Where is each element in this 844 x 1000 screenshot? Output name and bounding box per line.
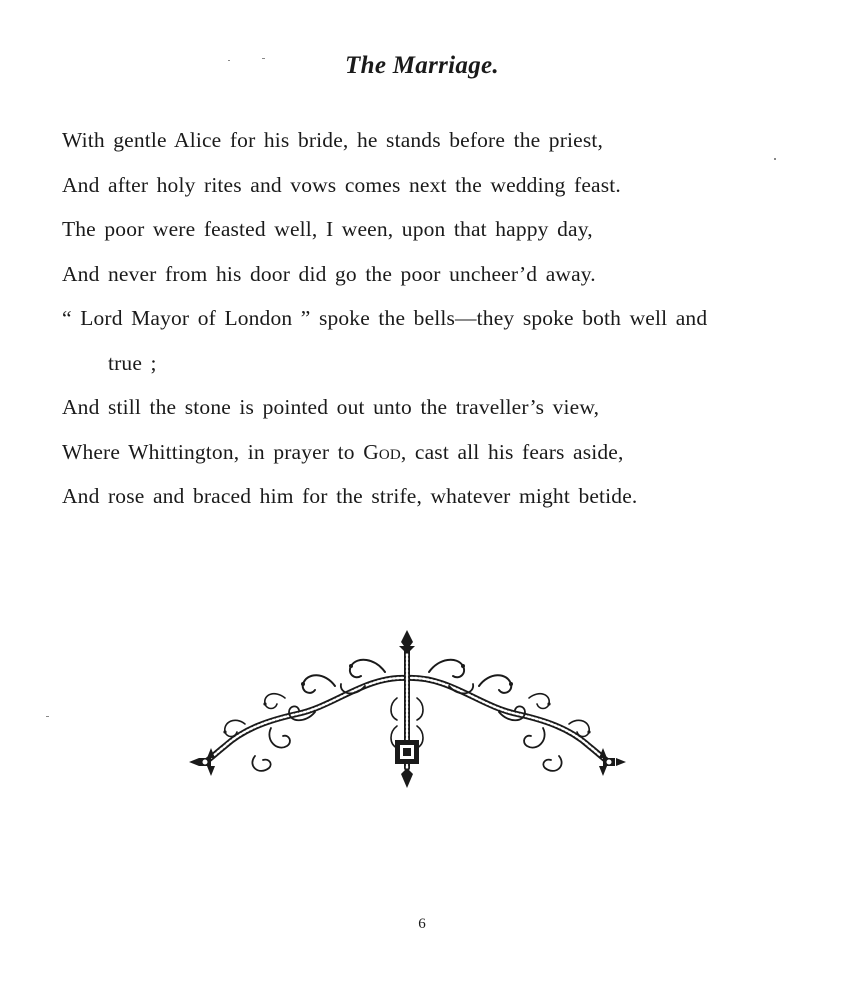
poem-line: “ Lord Mayor of London ” spoke the bells—they spoke both well and (62, 306, 708, 330)
paper-speck (46, 716, 49, 717)
poem-line: The poor were feasted well, I ween, upon that happy day, (62, 217, 593, 241)
poem-line: And after holy rites and vows comes next the wedding feast. (62, 172, 621, 197)
poem-line-continuation: true ; (108, 350, 157, 375)
page-number: 6 (418, 916, 426, 932)
poem-line: And never from his door did go the poor uncheer’d away. (62, 261, 596, 286)
poem-line: And rose and braced him for the strife, whatever might betide. (62, 484, 638, 508)
paper-speck (228, 60, 230, 61)
poem-line (62, 430, 782, 475)
page-title: The Marriage. (345, 52, 499, 79)
poem (62, 118, 782, 519)
smallcaps-word: God (363, 439, 401, 464)
floral-scroll-ornament-icon (185, 628, 630, 793)
poem-line-start: Where Whittington, in prayer to (62, 439, 364, 464)
poem-line: With gentle Alice for his bride, he stands before the priest, (62, 128, 603, 152)
paper-speck (262, 58, 265, 59)
poem-line-end: , cast all his fears aside, (400, 439, 624, 464)
poem-line: And still the stone is pointed out unto the traveller’s view, (62, 395, 600, 419)
paper-speck (774, 158, 776, 160)
